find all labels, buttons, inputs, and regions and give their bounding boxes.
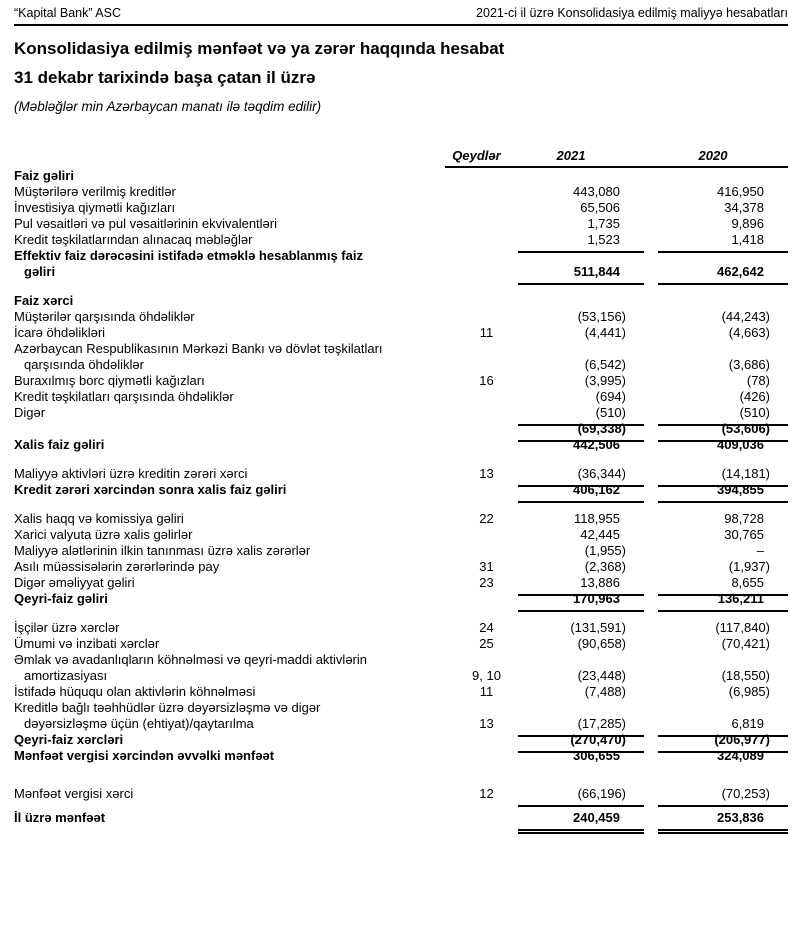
row-value-2020: 30,765 xyxy=(724,527,764,542)
row-label-line1: Müştərilərə verilmiş kreditlər xyxy=(14,184,176,199)
row-label-line2: dəyərsizləşmə üçün (ehtiyat)/qaytarılma xyxy=(24,716,254,731)
table-row xyxy=(14,325,788,341)
row-label xyxy=(14,232,455,248)
table-row xyxy=(14,748,788,764)
row-label-line1: Kredit təşkilatları qarşısında öhdəliklər xyxy=(14,389,234,404)
table-row xyxy=(14,652,788,684)
table-row xyxy=(14,810,788,826)
row-value-2020: (44,243) xyxy=(721,309,770,324)
row-value-2020: – xyxy=(756,543,764,558)
row-label-line1: Mənfəət vergisi xərcindən əvvəlki mənfəət xyxy=(14,748,275,763)
table-row xyxy=(14,200,788,216)
row-value-2021: 442,506 xyxy=(573,437,620,452)
table-row xyxy=(14,620,788,636)
table-row xyxy=(14,373,788,389)
row-label xyxy=(14,700,455,732)
row-value-2020: (117,840) xyxy=(715,620,770,635)
row-value-2020: (1,937) xyxy=(728,559,770,574)
row-value-2021: (69,338) xyxy=(518,421,644,442)
row-label-line1: Effektiv faiz dərəcəsini istifadə etməklə hesablanmış faiz xyxy=(14,248,363,263)
row-value-2021: 42,445 xyxy=(580,527,620,542)
row-value-2021: (66,196) xyxy=(518,786,644,807)
row-value-2020: (4,663) xyxy=(728,325,770,340)
row-value-2020: 394,855 xyxy=(658,482,788,503)
row-value-2020: (14,181) xyxy=(658,466,788,487)
table-row xyxy=(14,293,788,309)
row-label xyxy=(14,309,455,325)
row-label-line1: Faiz gəliri xyxy=(14,168,74,183)
row-value-2021: (23,448) xyxy=(577,668,626,683)
row-label xyxy=(14,248,455,280)
row-note-ref: 31 xyxy=(479,559,494,574)
row-label xyxy=(14,168,455,184)
table-row xyxy=(14,216,788,232)
row-note-ref: 25 xyxy=(479,636,494,651)
table-row xyxy=(14,389,788,405)
row-label xyxy=(14,786,455,802)
row-value-2021: 118,955 xyxy=(573,511,620,526)
row-value-2020: (206,977) xyxy=(658,732,788,753)
row-label-line1: Asılı müəssisələrin zərərlərində pay xyxy=(14,559,220,574)
row-value-2021: (1,955) xyxy=(584,543,626,558)
row-note-ref: 9, 10 xyxy=(472,668,501,683)
row-label-line1: Azərbaycan Respublikasının Mərkəzi Bankı və dövlət təşkilatları xyxy=(14,341,383,356)
row-value-2020: 6,819 xyxy=(658,716,788,737)
table-row xyxy=(14,636,788,652)
row-note-ref: 11 xyxy=(479,684,494,699)
row-label xyxy=(14,748,455,764)
row-label xyxy=(14,200,455,216)
row-value-2021: (270,470) xyxy=(518,732,644,753)
row-value-2020: (70,253) xyxy=(658,786,788,807)
row-label xyxy=(14,543,455,559)
row-label xyxy=(14,389,455,405)
row-label-line1: Kreditlə bağlı təəhhüdlər üzrə dəyərsizləşmə və digər xyxy=(14,700,321,715)
row-label-line1: Müştərilər qarşısında öhdəliklər xyxy=(14,309,195,324)
row-label-line1: Kredit zərəri xərcindən sonra xalis faiz gəliri xyxy=(14,482,287,497)
row-value-2021: (2,368) xyxy=(584,559,626,574)
row-value-2021: (53,156) xyxy=(577,309,626,324)
row-value-2020: (510) xyxy=(658,405,788,426)
table-row xyxy=(14,700,788,732)
row-spacer xyxy=(14,764,788,786)
row-note-ref: 13 xyxy=(479,716,494,731)
row-label xyxy=(14,437,455,453)
row-label-line1: İstifadə hüququ olan aktivlərin köhnəlməsi xyxy=(14,684,256,699)
statement-title: Konsolidasiya edilmiş mənfəət və ya zərər haqqında hesabat xyxy=(14,39,505,58)
row-value-2021: (36,344) xyxy=(518,466,644,487)
row-label-line1: İcarə öhdəlikləri xyxy=(14,325,106,340)
row-label-line2: gəliri xyxy=(24,264,56,279)
units-note: (Məbləğlər min Azərbaycan manatı ilə təqdim edilir) xyxy=(14,99,322,114)
row-note-ref: 16 xyxy=(479,373,494,388)
row-label-line1: Xalis faiz gəliri xyxy=(14,437,105,452)
row-label-line1: Ümumi və inzibati xərclər xyxy=(14,636,160,651)
row-label xyxy=(14,732,455,748)
company-name: “Kapital Bank” ASC xyxy=(14,6,121,20)
row-value-2020: 416,950 xyxy=(717,184,764,199)
row-label-line2: amortizasiyası xyxy=(24,668,108,683)
row-value-2020: 253,836 xyxy=(658,810,788,834)
row-label-line1: Kredit təşkilatlarından alınacaq məbləğlər xyxy=(14,232,253,247)
table-row xyxy=(14,511,788,527)
row-spacer xyxy=(14,453,788,466)
table-row xyxy=(14,341,788,373)
table-row xyxy=(14,184,788,200)
row-label xyxy=(14,184,455,200)
row-note-ref: 11 xyxy=(479,325,494,340)
row-note-ref: 13 xyxy=(479,466,494,481)
table-row xyxy=(14,732,788,748)
column-header-notes: Qeydlər xyxy=(452,148,501,163)
row-label-line1: Mənfəət vergisi xərci xyxy=(14,786,134,801)
row-label-line1: Əmlak və avadanlıqların köhnəlməsi və qeyri-maddi aktivlərin xyxy=(14,652,367,667)
row-value-2020: 409,036 xyxy=(717,437,764,452)
row-label xyxy=(14,810,455,826)
row-value-2020: 98,728 xyxy=(724,511,764,526)
row-value-2020: (53,606) xyxy=(658,421,788,442)
row-label xyxy=(14,341,455,373)
table-row xyxy=(14,591,788,607)
table-header-columns xyxy=(445,148,788,168)
row-label xyxy=(14,684,455,700)
row-value-2021: 443,080 xyxy=(573,184,620,199)
document-header xyxy=(14,6,788,26)
row-note-ref: 23 xyxy=(479,575,494,590)
table-row xyxy=(14,559,788,575)
row-value-2021: (4,441) xyxy=(584,325,626,340)
row-value-2021: 65,506 xyxy=(580,200,620,215)
row-value-2020: 462,642 xyxy=(658,264,788,285)
table-header xyxy=(14,148,788,168)
row-label-line2: qarşısında öhdəliklər xyxy=(24,357,144,372)
row-value-2021: (131,591) xyxy=(570,620,626,635)
row-value-2020: (3,686) xyxy=(728,357,770,372)
row-value-2020: (78) xyxy=(746,373,770,388)
row-label-line1: Maliyyə alətlərinin ilkin tanınması üzrə xalis zərərlər xyxy=(14,543,311,558)
row-value-2021: (3,995) xyxy=(584,373,626,388)
table-header-label-space xyxy=(14,148,445,168)
table-row xyxy=(14,421,788,437)
table-row xyxy=(14,405,788,421)
row-value-2021: (510) xyxy=(518,405,644,426)
table-row xyxy=(14,466,788,482)
table-row xyxy=(14,543,788,559)
row-value-2020: 9,896 xyxy=(731,216,764,231)
row-label xyxy=(14,482,455,498)
row-note-ref: 24 xyxy=(479,620,494,635)
row-label xyxy=(14,559,455,575)
row-value-2021: (7,488) xyxy=(584,684,626,699)
table-row xyxy=(14,527,788,543)
row-value-2021: 406,162 xyxy=(518,482,644,503)
row-value-2021: 306,655 xyxy=(573,748,620,763)
row-value-2021: (90,658) xyxy=(577,636,626,651)
row-label xyxy=(14,652,455,684)
statement-rows xyxy=(14,168,788,826)
row-value-2020: (18,550) xyxy=(721,668,770,683)
row-label-line1: Xalis haqq və komissiya gəliri xyxy=(14,511,184,526)
row-value-2021: 1,523 xyxy=(518,232,644,253)
row-label-line1: Buraxılmış borc qiymətli kağızları xyxy=(14,373,205,388)
row-value-2020: (426) xyxy=(739,389,770,404)
row-value-2021: 1,735 xyxy=(587,216,620,231)
row-label-line1: Maliyyə aktivləri üzrə kreditin zərəri xərci xyxy=(14,466,248,481)
row-label-line1: Faiz xərci xyxy=(14,293,74,308)
row-note-ref: 22 xyxy=(479,511,494,526)
row-label xyxy=(14,511,455,527)
row-note-ref: 12 xyxy=(479,786,494,801)
row-label-line1: Qeyri-faiz gəliri xyxy=(14,591,108,606)
row-label xyxy=(14,216,455,232)
row-value-2021: 240,459 xyxy=(518,810,644,834)
row-label xyxy=(14,591,455,607)
table-row xyxy=(14,786,788,802)
row-value-2021: 170,963 xyxy=(518,591,644,612)
row-value-2020: 34,378 xyxy=(724,200,764,215)
row-label-line1: Xarici valyuta üzrə xalis gəlirlər xyxy=(14,527,193,542)
column-header-2021: 2021 xyxy=(556,148,586,163)
table-row xyxy=(14,437,788,453)
table-row xyxy=(14,168,788,184)
row-value-2020: 8,655 xyxy=(658,575,788,596)
row-value-2020: 324,089 xyxy=(717,748,764,763)
row-label-line1: Digər xyxy=(14,405,46,420)
row-label-line1: Qeyri-faiz xərcləri xyxy=(14,732,124,747)
table-row xyxy=(14,684,788,700)
row-label xyxy=(14,620,455,636)
table-row xyxy=(14,482,788,498)
column-header-2020: 2020 xyxy=(698,148,728,163)
row-value-2020: 1,418 xyxy=(658,232,788,253)
row-label-line1: İnvestisiya qiymətli kağızları xyxy=(14,200,176,215)
row-label-line1: Pul vəsaitləri və pul vəsaitlərinin ekvivalentləri xyxy=(14,216,278,231)
row-value-2021: (6,542) xyxy=(584,357,626,372)
row-label-line1: İşçilər üzrə xərclər xyxy=(14,620,120,635)
row-value-2021: 13,886 xyxy=(518,575,644,596)
row-value-2020: 136,211 xyxy=(658,591,788,612)
row-label xyxy=(14,636,455,652)
row-label xyxy=(14,575,455,591)
row-value-2020: (70,421) xyxy=(721,636,770,651)
statement-period: 31 dekabr tarixində başa çatan il üzrə xyxy=(14,68,316,87)
row-value-2020: (6,985) xyxy=(728,684,770,699)
table-row xyxy=(14,309,788,325)
report-reference: 2021-ci il üzrə Konsolidasiya edilmiş maliyyə hesabatları xyxy=(476,6,788,20)
row-label xyxy=(14,405,455,421)
table-row xyxy=(14,232,788,248)
table-row xyxy=(14,575,788,591)
row-value-2021: 511,844 xyxy=(518,264,644,285)
row-label xyxy=(14,373,455,389)
row-label xyxy=(14,325,455,341)
row-label-line1: Digər əməliyyat gəliri xyxy=(14,575,135,590)
row-label xyxy=(14,527,455,543)
row-value-2021: (694) xyxy=(595,389,626,404)
row-label xyxy=(14,293,455,309)
row-label-line1: İl üzrə mənfəət xyxy=(14,810,106,825)
row-value-2021: (17,285) xyxy=(518,716,644,737)
row-label xyxy=(14,466,455,482)
